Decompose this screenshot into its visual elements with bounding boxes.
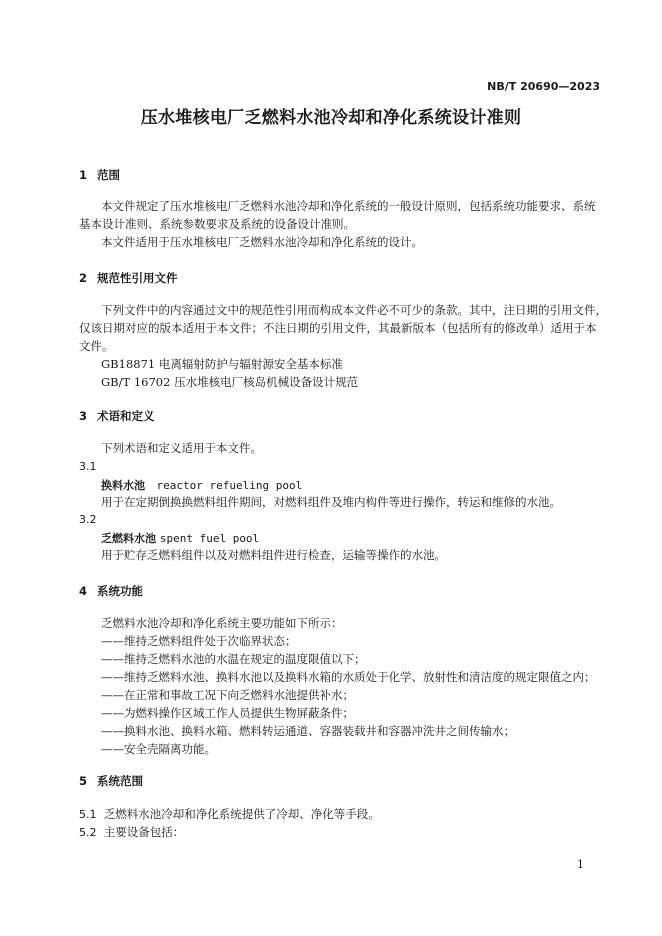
section-3-heading [79,408,155,424]
term-2-number: 3.2 [79,513,97,526]
term-1-chinese: 换料水池 [101,479,145,492]
function-list-item: ——在正常和事故工况下向乏燃料水池提供补水； [101,688,354,702]
function-list-item: ——安全壳隔离功能。 [101,742,216,756]
term-2-heading [101,530,259,546]
function-list-item: ——维持乏燃料水池、换料水池以及换料水箱的水质处于化学、放射性和清洁度的规定限值之内； [101,670,596,684]
term-2-definition: 用于贮存乏燃料组件以及对燃料组件进行检查，运输等操作的水池。 [101,548,446,562]
function-list-item: ——为燃料操作区域工作人员提供生物屏蔽条件； [101,706,354,720]
clause-text: 主要设备包括： [103,825,185,839]
clause-number: 5.1 [79,808,97,821]
s2-paragraph-line-3: 文件。 [79,339,114,353]
page-title: 压水堆核电厂乏燃料水池冷却和净化系统设计准则 [140,108,522,128]
clause-number: 5.2 [79,826,97,839]
section-number: 5 [79,774,88,788]
term-1-number: 3.1 [79,460,97,473]
term-1-english: reactor refueling pool [156,479,303,492]
section-title: 术语和定义 [97,409,155,423]
section-title: 系统功能 [97,584,143,598]
clause-5-2 [79,824,184,840]
s1-paragraph-1-line-1: 本文件规定了压水堆核电厂乏燃料水池冷却和净化系统的一般设计原则，包括系统功能要求、系统 [101,199,596,213]
function-list-item: ——维持乏燃料组件处于次临界状态； [101,634,297,648]
term-2-english: spent fuel pool [159,532,260,545]
section-4-heading [79,583,143,599]
section-title: 范围 [97,168,120,182]
function-list-item: ——维持乏燃料水池的水温在规定的温度限值以下； [101,652,366,666]
section-title: 规范性引用文件 [97,271,178,285]
term-1-heading [101,477,302,493]
section-5-heading [79,773,143,789]
page-number: 1 [577,858,584,871]
section-1-heading [79,167,120,183]
s1-paragraph-2: 本文件适用于压水堆核电厂乏燃料水池冷却和净化系统的设计。 [101,235,423,249]
section-2-heading [79,270,178,286]
s1-paragraph-1-line-2: 基本设计准则、系统参数要求及系统的设备设计准则。 [79,217,355,231]
clause-5-1 [79,806,380,822]
normative-reference-2: GB/T 16702 压水堆核电厂核岛机械设备设计规范 [101,375,359,389]
section-number: 2 [79,271,88,285]
term-2-chinese: 乏燃料水池 [101,532,156,545]
standard-number: NB/T 20690—2023 [487,80,600,93]
section-title: 系统范围 [97,774,143,788]
section-number: 3 [79,409,88,423]
normative-reference-1: GB18871 电离辐射防护与辐射源安全基本标准 [101,357,343,371]
s2-paragraph-line-2: 仅该日期对应的版本适用于本文件；不注日期的引用文件，其最新版本（包括所有的修改单）适用于本 [79,321,597,335]
clause-text: 乏燃料水池冷却和净化系统提供了冷却、净化等手段。 [103,807,380,821]
function-list-item: ——换料水池、换料水箱、燃料转运通道、容器装载井和容器冲洗井之间传输水； [101,724,515,738]
term-1-definition: 用于在定期倒换换燃料组件期间，对燃料组件及堆内构件等进行操作，转运和维修的水池。 [101,495,561,509]
section-number: 1 [79,168,88,182]
s4-intro: 乏燃料水池冷却和净化系统主要功能如下所示： [101,616,343,630]
section-number: 4 [79,584,88,598]
s3-intro: 下列术语和定义适用于本文件。 [101,441,262,455]
s2-paragraph-line-1: 下列文件中的内容通过文中的规范性引用而构成本文件必不可少的条款。其中，注日期的引用文件， [101,303,607,317]
